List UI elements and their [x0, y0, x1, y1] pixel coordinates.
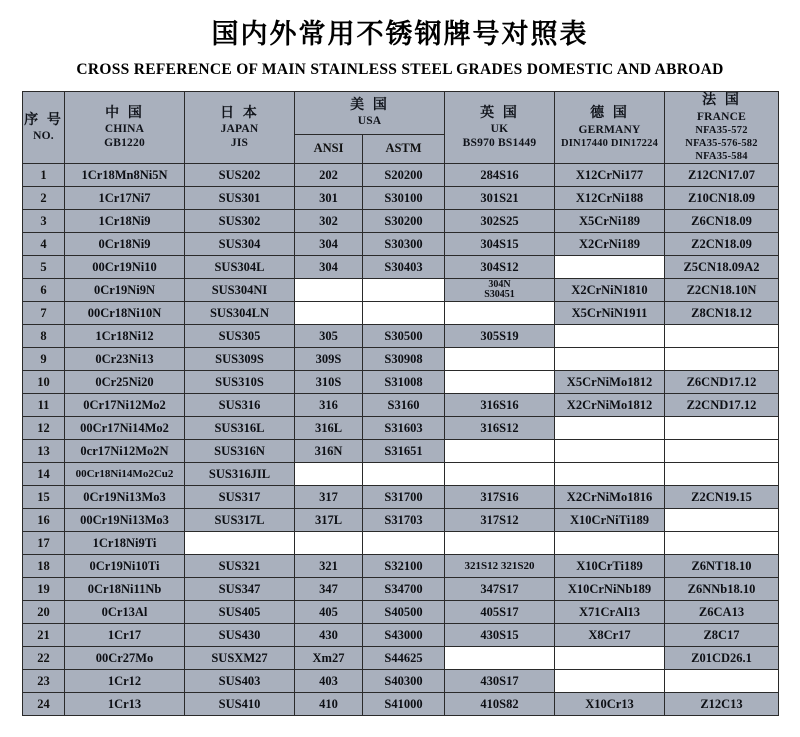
table-row	[23, 325, 779, 348]
cell-astm: S32100	[363, 555, 445, 578]
cell-row-number: 12	[23, 417, 65, 440]
cell-astm: S30403	[363, 256, 445, 279]
table-row	[23, 187, 779, 210]
cell-china: 0Cr18Ni11Nb	[65, 578, 185, 601]
table-row	[23, 233, 779, 256]
cell-ansi: 305	[295, 325, 363, 348]
cell-ansi: 321	[295, 555, 363, 578]
cell-france: Z5CN18.09A2	[665, 256, 779, 279]
cell-ansi	[295, 279, 363, 302]
cell-france	[665, 509, 779, 532]
cell-france: Z10CN18.09	[665, 187, 779, 210]
cell-japan: SUS305	[185, 325, 295, 348]
cell-astm: S31603	[363, 417, 445, 440]
cell-germany: X5CrNiN1911	[555, 302, 665, 325]
cell-row-number: 6	[23, 279, 65, 302]
cell-ansi: 304	[295, 256, 363, 279]
cell-uk: 317S16	[445, 486, 555, 509]
cell-japan: SUS430	[185, 624, 295, 647]
cell-germany: X10CrNiNb189	[555, 578, 665, 601]
cell-row-number: 8	[23, 325, 65, 348]
col-header-no: 序 号 NO.	[23, 92, 65, 164]
cell-germany: X10CrTi189	[555, 555, 665, 578]
cell-france: Z2CND17.12	[665, 394, 779, 417]
cell-germany: X12CrNi188	[555, 187, 665, 210]
cell-uk: 304S12	[445, 256, 555, 279]
cell-germany: X5CrNi189	[555, 210, 665, 233]
cell-astm: S30908	[363, 348, 445, 371]
cell-astm: S31008	[363, 371, 445, 394]
cell-astm: S20200	[363, 164, 445, 187]
table-header	[23, 92, 779, 164]
col-header-ansi: ANSI	[295, 134, 363, 164]
table-row	[23, 578, 779, 601]
cell-japan: SUS347	[185, 578, 295, 601]
col-header-usa: 美 国 USA	[295, 92, 445, 135]
cell-france: Z2CN18.10N	[665, 279, 779, 302]
cell-france: Z12C13	[665, 693, 779, 716]
cell-uk: 301S21	[445, 187, 555, 210]
cell-germany	[555, 440, 665, 463]
cell-row-number: 7	[23, 302, 65, 325]
cell-ansi	[295, 532, 363, 555]
cell-japan: SUS317L	[185, 509, 295, 532]
cell-china: 0Cr17Ni12Mo2	[65, 394, 185, 417]
cell-ansi: 302	[295, 210, 363, 233]
table-row	[23, 210, 779, 233]
cell-france	[665, 348, 779, 371]
cell-france: Z2CN18.09	[665, 233, 779, 256]
cell-france: Z8CN18.12	[665, 302, 779, 325]
col-header-uk: 英 国 UK BS970 BS1449	[445, 92, 555, 164]
cell-japan: SUS309S	[185, 348, 295, 371]
cell-uk: 321S12 321S20	[445, 555, 555, 578]
cell-china: 00Cr19Ni10	[65, 256, 185, 279]
cell-china: 0Cr19Ni10Ti	[65, 555, 185, 578]
cell-row-number: 21	[23, 624, 65, 647]
cell-astm: S41000	[363, 693, 445, 716]
cell-france: Z6NNb18.10	[665, 578, 779, 601]
table-row	[23, 463, 779, 486]
cell-germany: X10Cr13	[555, 693, 665, 716]
cell-china: 1Cr17	[65, 624, 185, 647]
cell-astm: S31703	[363, 509, 445, 532]
cell-germany: X2CrNiMo1816	[555, 486, 665, 509]
cell-uk: 316S12	[445, 417, 555, 440]
cell-germany: X2CrNi189	[555, 233, 665, 256]
cell-astm: S40500	[363, 601, 445, 624]
cell-germany	[555, 670, 665, 693]
cell-japan: SUS321	[185, 555, 295, 578]
cell-astm: S30500	[363, 325, 445, 348]
cell-china: 00Cr27Mo	[65, 647, 185, 670]
table-row	[23, 371, 779, 394]
table-row	[23, 348, 779, 371]
cell-row-number: 14	[23, 463, 65, 486]
cell-ansi: 304	[295, 233, 363, 256]
cell-japan: SUS301	[185, 187, 295, 210]
cell-germany: X71CrAl13	[555, 601, 665, 624]
cell-germany: X8Cr17	[555, 624, 665, 647]
cell-france: Z6CN18.09	[665, 210, 779, 233]
cell-france	[665, 440, 779, 463]
cell-germany	[555, 256, 665, 279]
cell-row-number: 5	[23, 256, 65, 279]
cell-france	[665, 532, 779, 555]
cell-astm	[363, 302, 445, 325]
cell-uk: 430S17	[445, 670, 555, 693]
table-row	[23, 647, 779, 670]
cell-uk: 430S15	[445, 624, 555, 647]
cell-china: 00Cr18Ni10N	[65, 302, 185, 325]
cell-row-number: 10	[23, 371, 65, 394]
table-row	[23, 394, 779, 417]
cell-uk: 305S19	[445, 325, 555, 348]
cell-germany: X10CrNiTi189	[555, 509, 665, 532]
cell-uk	[445, 532, 555, 555]
cell-row-number: 2	[23, 187, 65, 210]
cell-row-number: 13	[23, 440, 65, 463]
cell-row-number: 9	[23, 348, 65, 371]
cell-ansi: 301	[295, 187, 363, 210]
cell-china: 1Cr18Ni12	[65, 325, 185, 348]
cell-china: 1Cr12	[65, 670, 185, 693]
cell-japan: SUS317	[185, 486, 295, 509]
cell-china: 0Cr19Ni13Mo3	[65, 486, 185, 509]
cell-uk: 284S16	[445, 164, 555, 187]
col-header-france: 法 国 FRANCE NFA35-572 NFA35-576-582 NFA35-584	[665, 92, 779, 164]
cell-uk: 405S17	[445, 601, 555, 624]
cell-uk: 347S17	[445, 578, 555, 601]
cell-uk	[445, 302, 555, 325]
cell-row-number: 19	[23, 578, 65, 601]
table-row	[23, 486, 779, 509]
cell-uk: 410S82	[445, 693, 555, 716]
cell-astm: S30300	[363, 233, 445, 256]
table-row	[23, 601, 779, 624]
cell-france	[665, 670, 779, 693]
cell-germany: X12CrNi177	[555, 164, 665, 187]
table-row	[23, 164, 779, 187]
cell-ansi: 316	[295, 394, 363, 417]
cell-astm	[363, 279, 445, 302]
table-row	[23, 670, 779, 693]
cell-japan: SUS202	[185, 164, 295, 187]
cell-china: 0Cr18Ni9	[65, 233, 185, 256]
header-row-main	[23, 92, 779, 135]
cell-row-number: 15	[23, 486, 65, 509]
table-row	[23, 417, 779, 440]
cell-japan: SUS304L	[185, 256, 295, 279]
cell-row-number: 11	[23, 394, 65, 417]
cell-row-number: 3	[23, 210, 65, 233]
cell-china: 00Cr18Ni14Mo2Cu2	[65, 463, 185, 486]
cell-row-number: 1	[23, 164, 65, 187]
cell-china: 1Cr17Ni7	[65, 187, 185, 210]
cell-ansi: 316N	[295, 440, 363, 463]
table-row	[23, 532, 779, 555]
cell-ansi: 317L	[295, 509, 363, 532]
cell-japan: SUS403	[185, 670, 295, 693]
cell-astm: S31651	[363, 440, 445, 463]
cell-japan: SUS302	[185, 210, 295, 233]
col-header-astm: ASTM	[363, 134, 445, 164]
cell-astm: S3160	[363, 394, 445, 417]
cell-china: 0cr17Ni12Mo2N	[65, 440, 185, 463]
table-body	[23, 164, 779, 716]
cell-japan: SUS316N	[185, 440, 295, 463]
cell-ansi: 347	[295, 578, 363, 601]
cell-astm	[363, 532, 445, 555]
cell-ansi	[295, 302, 363, 325]
cell-japan: SUS310S	[185, 371, 295, 394]
cell-japan: SUS304	[185, 233, 295, 256]
cell-france	[665, 325, 779, 348]
cell-ansi: 309S	[295, 348, 363, 371]
cell-japan: SUS405	[185, 601, 295, 624]
cell-germany: X2CrNiN1810	[555, 279, 665, 302]
cell-china: 0Cr13Al	[65, 601, 185, 624]
cell-uk	[445, 463, 555, 486]
cell-ansi: 316L	[295, 417, 363, 440]
cell-row-number: 16	[23, 509, 65, 532]
cell-ansi: 430	[295, 624, 363, 647]
table-row	[23, 693, 779, 716]
cell-japan	[185, 532, 295, 555]
page-title-english: CROSS REFERENCE OF MAIN STAINLESS STEEL GRADES DOMESTIC AND ABROAD	[76, 61, 724, 78]
table-row	[23, 440, 779, 463]
cell-france: Z6CND17.12	[665, 371, 779, 394]
cell-astm	[363, 463, 445, 486]
cell-row-number: 20	[23, 601, 65, 624]
cell-germany: X5CrNiMo1812	[555, 371, 665, 394]
cell-germany: X2CrNiMo1812	[555, 394, 665, 417]
table-row	[23, 256, 779, 279]
cell-japan: SUS316L	[185, 417, 295, 440]
cell-china: 0Cr23Ni13	[65, 348, 185, 371]
document-page	[0, 12, 800, 737]
cell-france: Z8C17	[665, 624, 779, 647]
table-row	[23, 624, 779, 647]
cell-uk: 304S15	[445, 233, 555, 256]
cell-astm: S43000	[363, 624, 445, 647]
cell-china: 00Cr17Ni14Mo2	[65, 417, 185, 440]
cell-uk: 317S12	[445, 509, 555, 532]
cell-japan: SUS410	[185, 693, 295, 716]
cell-japan: SUSXM27	[185, 647, 295, 670]
cell-ansi: 410	[295, 693, 363, 716]
cell-germany	[555, 417, 665, 440]
cell-uk: 316S16	[445, 394, 555, 417]
cell-germany	[555, 532, 665, 555]
cell-germany	[555, 348, 665, 371]
cell-china: 1Cr13	[65, 693, 185, 716]
cell-row-number: 23	[23, 670, 65, 693]
cell-ansi: 405	[295, 601, 363, 624]
cell-astm: S40300	[363, 670, 445, 693]
cell-ansi: 202	[295, 164, 363, 187]
cell-astm: S44625	[363, 647, 445, 670]
cell-row-number: 22	[23, 647, 65, 670]
cell-japan: SUS316JIL	[185, 463, 295, 486]
cell-row-number: 4	[23, 233, 65, 256]
cell-germany	[555, 647, 665, 670]
cell-china: 0Cr19Ni9N	[65, 279, 185, 302]
table-row	[23, 555, 779, 578]
cell-row-number: 17	[23, 532, 65, 555]
cell-astm: S30100	[363, 187, 445, 210]
cell-uk: 302S25	[445, 210, 555, 233]
cell-germany	[555, 325, 665, 348]
cell-ansi: 317	[295, 486, 363, 509]
col-header-china: 中 国 CHINA GB1220	[65, 92, 185, 164]
cell-astm: S31700	[363, 486, 445, 509]
cell-france: Z2CN19.15	[665, 486, 779, 509]
cell-japan: SUS304LN	[185, 302, 295, 325]
cell-china: 1Cr18Mn8Ni5N	[65, 164, 185, 187]
cell-france: Z6CA13	[665, 601, 779, 624]
cell-astm: S34700	[363, 578, 445, 601]
cell-china: 1Cr18Ni9Ti	[65, 532, 185, 555]
table-row	[23, 509, 779, 532]
table-row	[23, 279, 779, 302]
cell-ansi: Xm27	[295, 647, 363, 670]
cell-uk: 304N S30451	[445, 279, 555, 302]
cell-france: Z12CN17.07	[665, 164, 779, 187]
table-row	[23, 302, 779, 325]
col-header-japan: 日 本 JAPAN JIS	[185, 92, 295, 164]
cell-uk	[445, 348, 555, 371]
cell-japan: SUS316	[185, 394, 295, 417]
cell-uk	[445, 371, 555, 394]
cell-uk	[445, 647, 555, 670]
cell-astm: S30200	[363, 210, 445, 233]
cell-ansi: 310S	[295, 371, 363, 394]
cell-china: 1Cr18Ni9	[65, 210, 185, 233]
page-title-chinese: 国内外常用不锈钢牌号对照表	[211, 19, 589, 50]
stainless-steel-cross-reference-table	[22, 91, 779, 716]
cell-row-number: 24	[23, 693, 65, 716]
cell-france	[665, 463, 779, 486]
cell-france: Z6NT18.10	[665, 555, 779, 578]
cell-row-number: 18	[23, 555, 65, 578]
cell-china: 00Cr19Ni13Mo3	[65, 509, 185, 532]
cell-japan: SUS304NI	[185, 279, 295, 302]
cell-uk	[445, 440, 555, 463]
cell-france	[665, 417, 779, 440]
cell-ansi	[295, 463, 363, 486]
cell-china: 0Cr25Ni20	[65, 371, 185, 394]
col-header-germany: 德 国 GERMANY DIN17440 DIN17224	[555, 92, 665, 164]
cell-france: Z01CD26.1	[665, 647, 779, 670]
cell-germany	[555, 463, 665, 486]
cell-ansi: 403	[295, 670, 363, 693]
